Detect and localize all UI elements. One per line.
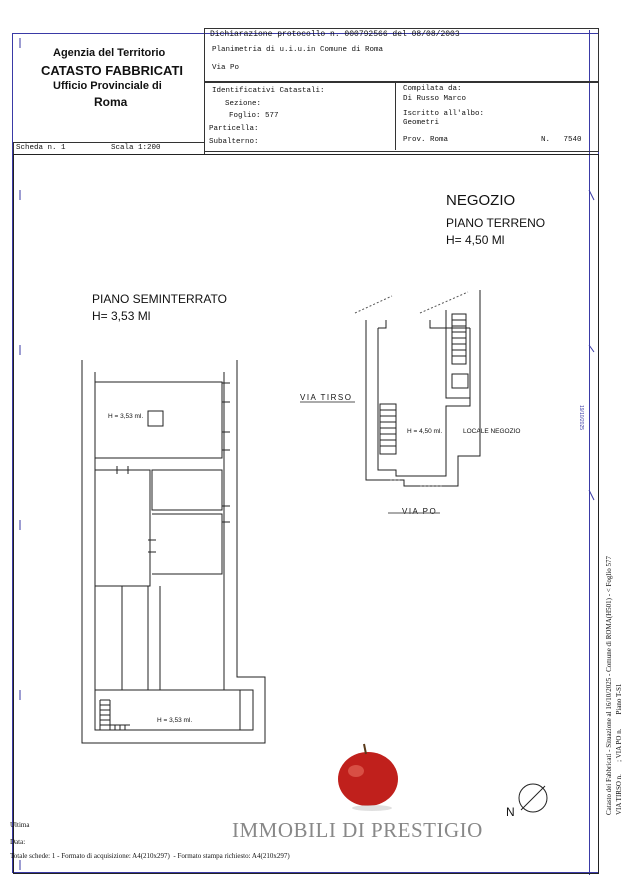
foglio: Foglio: 577 [229,112,279,120]
room-height-1: H = 3,53 ml. [108,413,144,420]
piano-terreno: PIANO TERRENO [446,216,546,230]
side-stamp: 19/10/2025 [578,405,584,431]
numero: N. 7540 [541,136,582,144]
scheda-label: Scheda n. 1 [16,144,66,152]
sezione: Sezione: [225,100,262,108]
compilata: Compilata da: [403,85,462,93]
locale-negozio: LOCALE NEGOZIO [463,428,521,435]
room-height-2: H = 3,53 ml. [157,717,193,724]
address: Via Po [212,64,240,72]
h-seminterrato: H= 3,53 Ml [92,309,151,323]
side-note-line2: VIA TIRSO n. ; VIA PO n. Piano T-S1 [615,683,623,815]
h-terreno: H= 4,50 Ml [446,233,505,247]
piano-seminterrato: PIANO SEMINTERRATO [92,292,227,306]
side-note-line1: Catasto dei Fabbricati - Situazione al 16/10/2025 - Comune di ROMA(H501) - < Foglio 577 [605,555,613,815]
via-po-label: VIA PO [402,507,438,516]
protocol-text: Dichiarazione protocollo n. 000792566 del 08/08/2003 [210,30,460,39]
particella: Particella: [209,125,259,133]
via-tirso-label: VIA TIRSO [300,393,353,402]
footer-totale: Totale schede: 1 - Formato di acquisizione: A4(210x297) - Formato stampa richiesto: A4(210x297) [10,852,290,860]
footer-data: Data: [10,838,26,846]
compilatore: Di Russo Marco [403,95,467,103]
north-label: N [506,805,515,819]
identificativi: Identificativi Catastali: [212,87,325,95]
agency-line1: Agenzia del Territorio [53,47,166,59]
watermark-text: IMMOBILI DI PRESTIGIO [232,818,483,842]
scala-label: Scala 1:200 [111,144,161,152]
albo: Geometri [403,119,440,127]
plan-title: Planimetria di u.i.u.in Comune di Roma [212,46,384,54]
room-height-3: H = 4,50 ml. [407,428,443,435]
prov: Prov. Roma [403,136,449,144]
agency-line4: Roma [94,95,128,109]
agency-line2: CATASTO FABBRICATI [41,63,184,78]
iscritto: Iscritto all'albo: [403,110,485,118]
subalterno: Subalterno: [209,138,259,146]
footer-ultima: Ultima [10,821,30,829]
negozio-title: NEGOZIO [446,192,516,209]
agency-line3: Ufficio Provinciale di [53,80,162,92]
basement-outline [82,360,265,743]
apple-logo [338,744,398,811]
